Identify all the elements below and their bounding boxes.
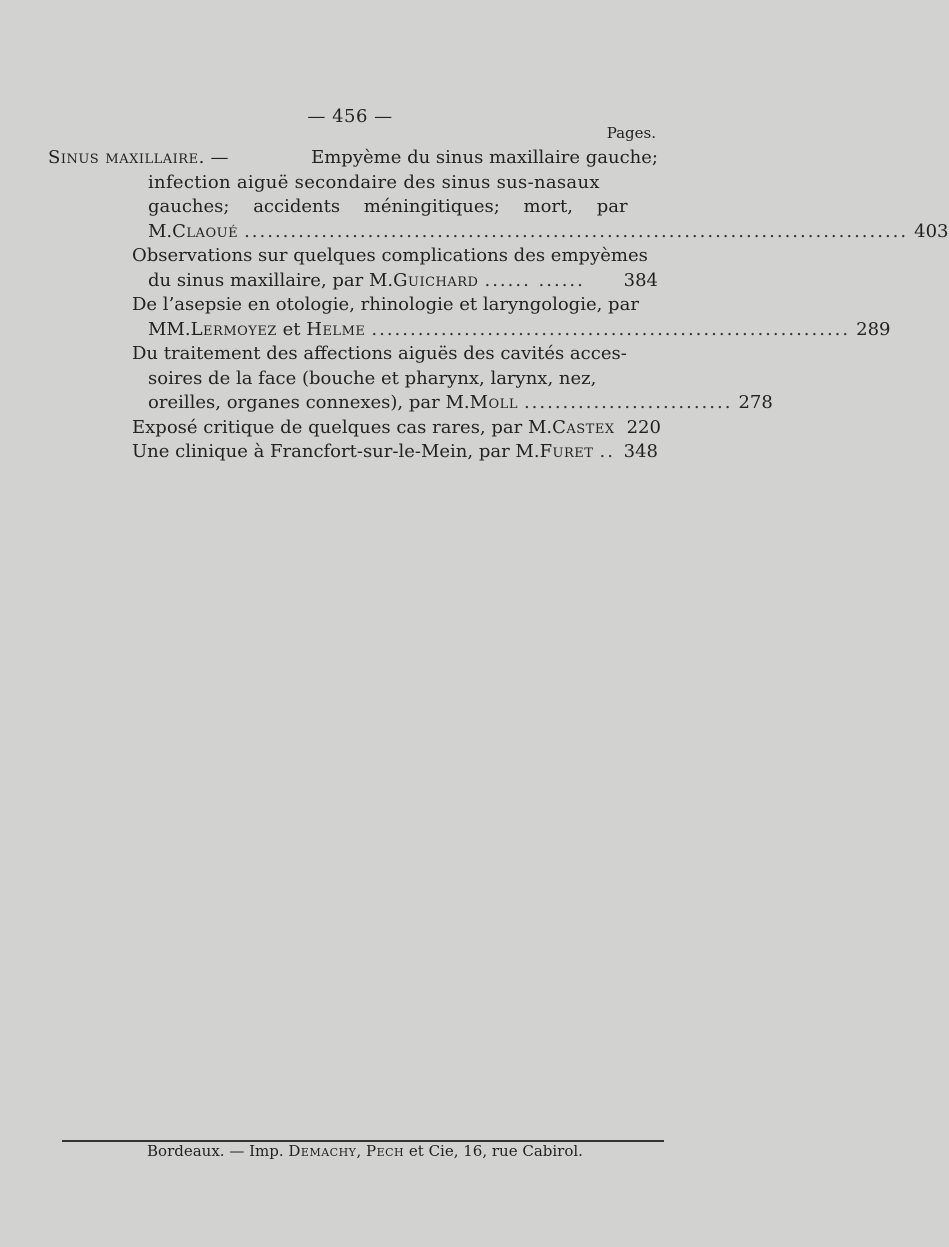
page-number: — 456 — — [307, 106, 393, 127]
dot-leader: ...... ...... — [484, 269, 585, 291]
entry-text: Du traitement des affections aiguës des cavités acces- — [132, 343, 627, 364]
entry-text: infection aiguë secondaire des sinus sus-nasaux — [148, 171, 600, 193]
entry-text: et — [276, 318, 307, 340]
entry-line — [48, 416, 661, 441]
entry-line — [48, 171, 658, 196]
entry-line — [48, 244, 658, 269]
section-heading: Sinus maxillaire. — [48, 147, 205, 168]
printer-imprint — [0, 1142, 730, 1160]
toc-entry-traitement — [48, 342, 773, 416]
toc-entry-expose-critique — [48, 416, 661, 441]
page-ref: 220 — [626, 416, 661, 438]
toc-entry-clinique — [48, 440, 658, 465]
author-name: Guichard — [393, 269, 479, 291]
entry-line — [48, 269, 658, 294]
entry-text: soires de la face (bouche et pharynx, larynx, nez, — [148, 367, 597, 389]
entry-text: Empyème du sinus maxillaire gauche; — [311, 147, 658, 168]
printer-name: Demachy — [288, 1142, 357, 1160]
dot-leader: .............................................................. — [371, 318, 851, 340]
dot-leader: ...................................................................................... — [244, 220, 909, 242]
page-ref: 348 — [623, 441, 658, 462]
entry-line — [48, 220, 949, 245]
entry-line — [48, 342, 658, 367]
author-name: Furet — [539, 441, 594, 462]
entry-text: Une clinique à Francfort-sur-le-Mein, par M. — [132, 441, 540, 462]
toc-entry-sinus-maxillaire — [48, 146, 949, 244]
imprint-text: Bordeaux. — Imp. — [147, 1142, 289, 1160]
imprint-text: , — [356, 1142, 366, 1160]
toc-entry-asepsie — [48, 293, 891, 342]
imprint-text: et Cie, 16, rue Cabirol. — [404, 1142, 583, 1160]
entry-text: gauches; accidents méningitiques; mort, par — [148, 196, 628, 217]
heading-dash: — — [204, 147, 229, 168]
entry-line — [48, 293, 658, 318]
author-name: Castex — [552, 416, 615, 438]
pages-column-header: Pages. — [606, 124, 656, 142]
entry-text: du sinus maxillaire, par M. — [148, 269, 394, 291]
entry-line — [48, 440, 658, 465]
entry-line — [48, 367, 658, 392]
printer-name: Pech — [365, 1142, 405, 1160]
author-name: Moll — [469, 392, 518, 413]
entry-text: oreilles, organes connexes), par M. — [148, 392, 470, 413]
page-ref: 278 — [738, 392, 773, 413]
entry-line — [48, 146, 658, 171]
entry-line — [48, 391, 773, 416]
author-prefix: M. — [148, 220, 173, 242]
page-ref: 384 — [623, 269, 658, 291]
page-ref: 403 — [914, 220, 949, 242]
dot-leader: .. — [599, 441, 615, 462]
entry-line — [48, 195, 658, 220]
author-name: Lermoyez — [190, 318, 277, 340]
table-of-contents — [48, 146, 949, 465]
entry-text: MM. — [148, 318, 191, 340]
entry-line — [48, 318, 891, 343]
page-ref: 289 — [856, 318, 891, 340]
entry-text: De l’asepsie en otologie, rhinologie et laryngologie, par — [132, 294, 639, 315]
toc-entry-observations — [48, 244, 658, 293]
entry-text: Observations sur quelques complications des empyèmes — [132, 245, 648, 266]
dot-leader: ........................... — [523, 392, 733, 413]
author-name: Claoué — [172, 220, 239, 242]
entry-text: Exposé critique de quelques cas rares, par M. — [132, 416, 553, 438]
author-name: Helme — [306, 318, 366, 340]
